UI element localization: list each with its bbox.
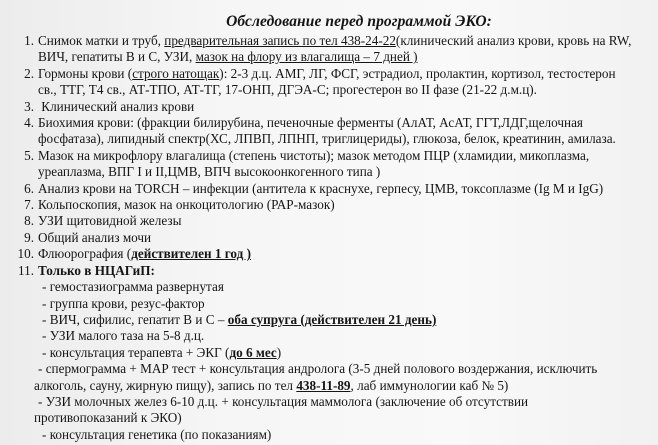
exam-list	[12, 33, 652, 443]
list-item	[12, 197, 652, 213]
item-text: Снимок матки и труб, предварительная запись по тел 438-24-22(клинический анализ крови, кровь на RW, ВИЧ, гепатиты В и С, УЗИ, мазок на флору из влагалища – 7 дней )	[38, 33, 632, 65]
list-item	[12, 115, 652, 148]
sub-item: - УЗИ малого таза на 5-8 д.ц.	[42, 328, 205, 344]
list-item	[12, 263, 652, 279]
item-number: 2.	[24, 65, 34, 81]
item-text: Флюорография (действителен 1 год )	[38, 246, 251, 262]
item-text: Анализ крови на TORCH – инфекции (антитела к краснухе, герпесу, ЦМВ, токсоплазме (Ig M и IgG)	[38, 180, 604, 196]
page-title: Обследование перед программой ЭКО:	[226, 13, 492, 30]
item-text: Биохимия крови: (фракции билирубина, печеночные ферменты (АлАТ, АсАТ, ГГТ,ЛДГ,щелочная фосфатаза), липидный спектр(ХС, ЛПВП, ЛПНП, триглицериды), глюкоза, белок, креатинин, амилаза.	[38, 115, 616, 147]
sub-item: - группа крови, резус-фактор	[42, 295, 205, 311]
item-number: 8.	[24, 213, 34, 229]
item-number: 3.	[24, 98, 34, 114]
list-item	[12, 213, 652, 229]
sub-item: - консультация генетика (по показаниям)	[42, 426, 272, 442]
item-number: 11.	[18, 262, 34, 278]
item-text: Мазок на микрофлору влагалища (степень чистоты); мазок методом ПЦР (хламидии, микоплазма, уреаплазма, ВПГ I и II,ЦМВ, ВПЧ высокоонкогенного типа )	[38, 147, 590, 180]
item-number: 10.	[17, 246, 34, 262]
item-text: Гормоны крови (строго натощак): 2-3 д.ц. АМГ, ЛГ, ФСГ, эстрадиол, пролактин, кортизол, тестостерон св., ТТГ, Т4 св., АТ-ТПО, АТ-ТГ, 17-ОНП, ДГЭА-С; прогестерон во II фазе (21-22 д.м.ц).	[38, 65, 616, 98]
ncagip-sublist	[12, 279, 652, 443]
item-number: 1.	[24, 33, 34, 48]
list-item	[12, 181, 652, 197]
item-number: 7.	[24, 197, 34, 213]
item-number: 5.	[24, 147, 34, 163]
list-item	[12, 33, 652, 66]
list-item	[12, 230, 652, 246]
item-text: Клинический анализ крови	[38, 98, 195, 114]
list-item	[12, 148, 652, 181]
item-number: 4.	[24, 115, 34, 131]
sub-item: - ВИЧ, сифилис, гепатит В и С – оба супруга (действителен 21 день)	[42, 311, 437, 327]
item-number: 6.	[24, 180, 34, 196]
item-text	[38, 263, 652, 279]
item-text: Общий анализ мочи	[38, 229, 152, 245]
item-text: УЗИ щитовидной железы	[38, 213, 182, 229]
sub-item: - УЗИ молочных желез 6-10 д.ц. + консультация маммолога (заключение об отсутствии противопоказаний к ЭКО)	[34, 393, 529, 426]
sub-item: - спермограмма + МАР тест + консультация андролога (3-5 дней полового воздержания, исключить алкоголь, сауну, жирную пищу), запись по тел 438-11-89, лаб иммунологии каб № 5)	[34, 361, 598, 393]
item-number: 9.	[24, 229, 34, 245]
section-heading: Только в НЦАГиП:	[38, 262, 155, 278]
item-text: Кольпоскопия, мазок на онкоцитологию (РАР-мазок)	[38, 197, 335, 213]
sub-item: - консультация терапевта + ЭКГ (до 6 мес)	[42, 344, 282, 360]
sub-item: - гемостазиограмма развернутая	[42, 279, 224, 295]
list-item	[12, 66, 652, 99]
list-item	[12, 246, 652, 262]
list-item	[12, 99, 652, 115]
